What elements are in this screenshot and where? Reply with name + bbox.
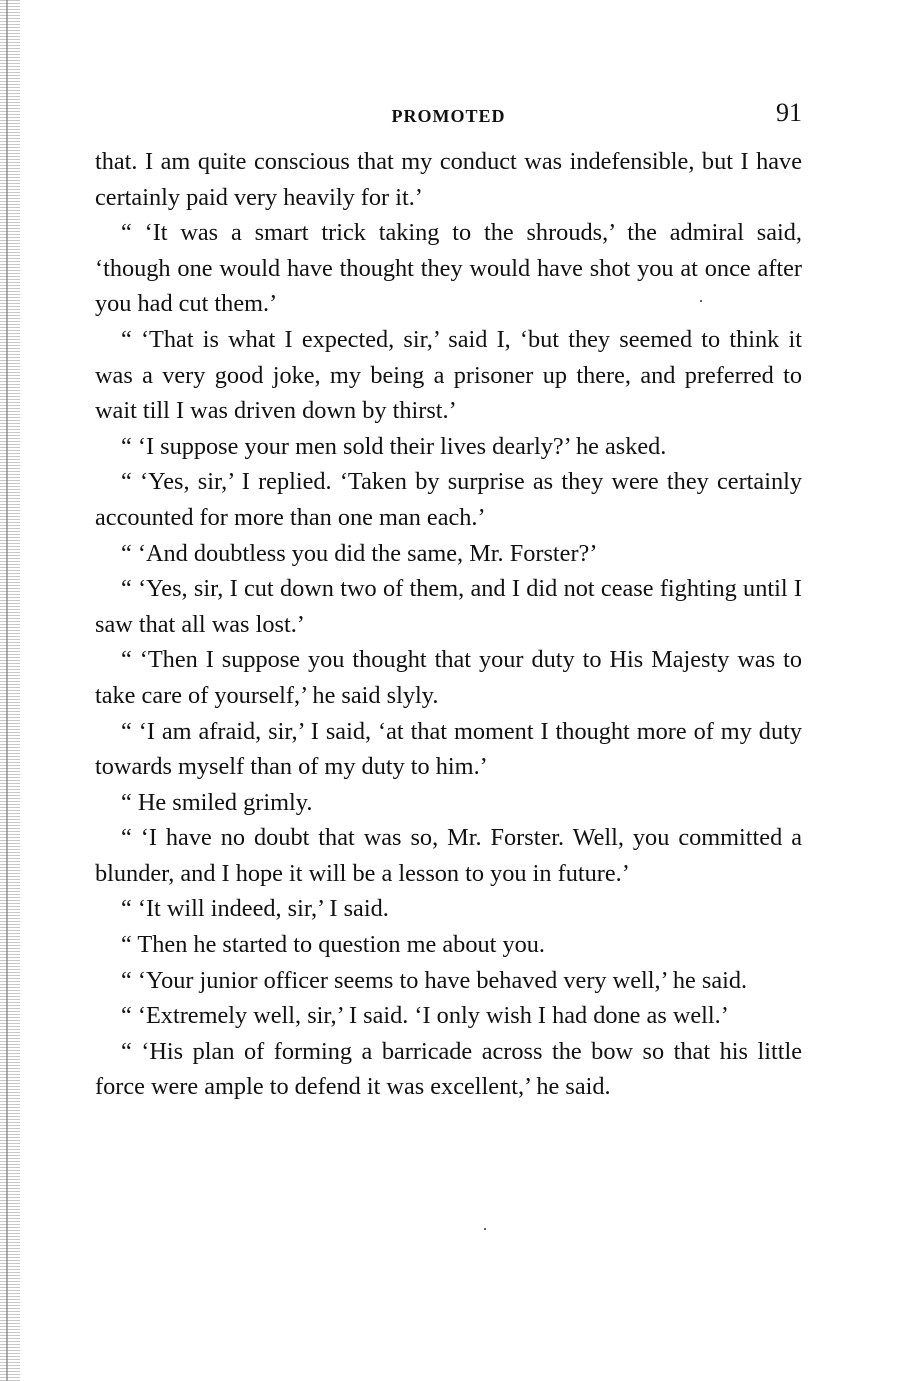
paragraph-5: “ ‘Yes, sir,’ I replied. ‘Taken by surprise as they were they certainly accounted for more than one man each.’ [95, 468, 802, 531]
paragraph-10: “ He smiled grimly. [121, 788, 313, 816]
paragraph-2: “ ‘It was a smart trick taking to the shrouds,’ the admiral said, ‘though one would have thought they would have shot you at once after you had cut them.’ [95, 219, 802, 318]
running-head [95, 98, 802, 132]
paragraph-14: “ ‘Your junior officer seems to have behaved very well,’ he said. [121, 966, 748, 994]
paragraph-7: “ ‘Yes, sir, I cut down two of them, and I did not cease fighting until I saw that all was lost.’ [95, 575, 802, 638]
paragraph-16: “ ‘His plan of forming a barricade across the bow so that his little force were ample to defend it was excellent,’ he said. [95, 1037, 802, 1101]
stray-ink-mark [700, 300, 702, 302]
stray-ink-mark [484, 1228, 486, 1230]
binding-edge-line [6, 0, 8, 1381]
paragraph-13: “ Then he started to question me about you. [121, 931, 545, 959]
paragraph-8: “ ‘Then I suppose you thought that your duty to His Majesty was to take care of yourself,’ he said slyly. [95, 646, 802, 709]
binding-gutter [0, 0, 20, 1381]
running-title: PROMOTED [391, 106, 506, 126]
paragraph-1: that. I am quite conscious that my conduct was indefensible, but I have certainly paid very heavily for it.’ [95, 148, 802, 211]
body-text [95, 144, 802, 1105]
paragraph-9: “ ‘I am afraid, sir,’ I said, ‘at that moment I thought more of my duty towards myself than of my duty to him.’ [95, 717, 802, 781]
paragraph-12: “ ‘It will indeed, sir,’ I said. [121, 895, 389, 923]
paragraph-6: “ ‘And doubtless you did the same, Mr. Forster?’ [121, 539, 598, 567]
page-number: 91 [776, 98, 802, 127]
book-page [95, 98, 802, 1105]
paragraph-3: “ ‘That is what I expected, sir,’ said I, ‘but they seemed to think it was a very good joke, my being a prisoner up there, and preferred to wait till I was driven down by thirst.’ [95, 325, 802, 425]
paragraph-11: “ ‘I have no doubt that was so, Mr. Forster. Well, you committed a blunder, and I hope it will be a lesson to you in future.’ [95, 824, 802, 887]
paragraph-4: “ ‘I suppose your men sold their lives dearly?’ he asked. [121, 432, 667, 460]
paragraph-15: “ ‘Extremely well, sir,’ I said. ‘I only wish I had done as well.’ [121, 1002, 729, 1030]
